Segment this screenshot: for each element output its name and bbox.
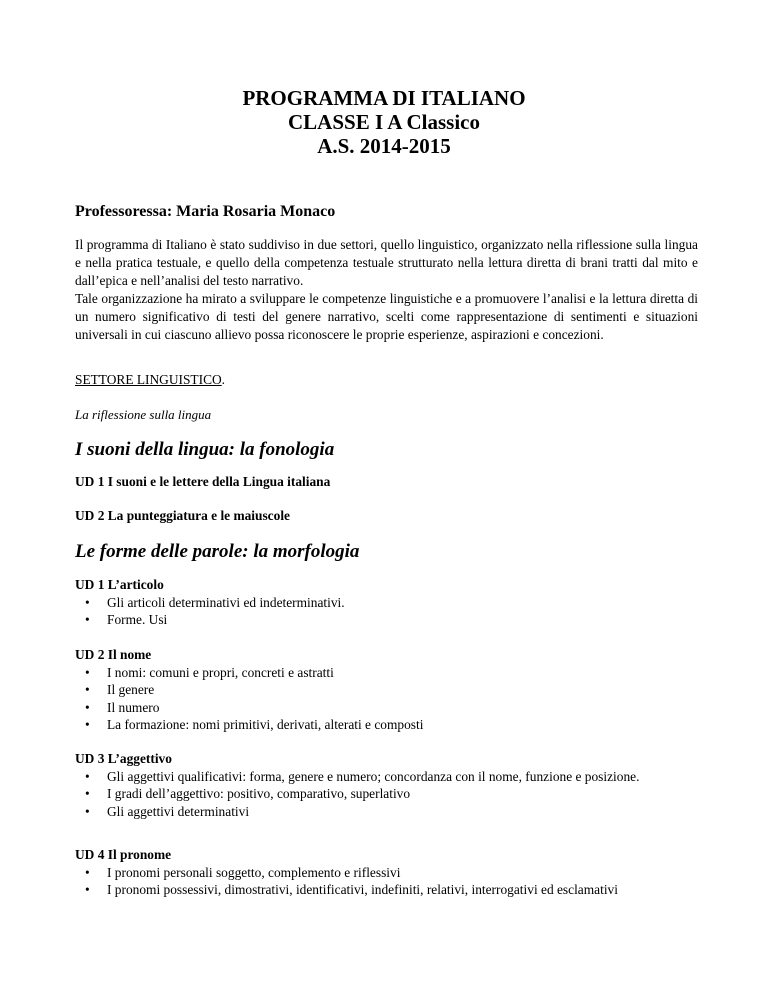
unit-list: [75, 864, 698, 899]
sector-label: SETTORE LINGUISTICO: [75, 372, 222, 387]
unit-list: [75, 594, 698, 629]
list-item: [85, 768, 698, 786]
bullet-icon: •: [85, 699, 90, 715]
list-item: [85, 664, 698, 682]
list-item-text: Il numero: [107, 699, 160, 715]
list-item-text: I gradi dell’aggettivo: positivo, comparativo, superlativo: [107, 786, 411, 801]
unit-pronome: [75, 846, 698, 899]
list-item: [85, 681, 698, 699]
unit-nome: [75, 646, 698, 734]
unit-title: UD 2 Il nome: [75, 647, 152, 662]
list-item-text: Il genere: [107, 682, 155, 697]
list-item-text: I pronomi possessivi, dimostrativi, identificativi, indefiniti, relativi, interrogativi ed esclamativi: [107, 882, 618, 897]
list-item: [85, 716, 698, 734]
list-item: [85, 594, 698, 612]
subsection-riflessione: La riflessione sulla lingua: [75, 407, 212, 422]
ud-fonologia-1: UD 1 I suoni e le lettere della Lingua italiana: [75, 474, 331, 489]
intro-paragraph-2: Tale organizzazione ha mirato a sviluppare le competenze linguistiche e a promuovere l’analisi e la lettura diretta di un numero significativo di testi del genere narrativo, scelti come rappresentazione di sentimenti e situazioni universali in cui ciascuno allievo possa riconoscere le proprie esperienze, aspirazioni e concezioni.: [75, 291, 698, 342]
unit-title: UD 3 L’aggettivo: [75, 751, 172, 766]
document-title: [0, 86, 768, 158]
bullet-icon: •: [85, 594, 90, 610]
section-heading-fonologia: I suoni della lingua: la fonologia: [75, 439, 335, 460]
sector-heading: [75, 372, 225, 388]
bullet-icon: •: [85, 682, 90, 697]
intro-text: [75, 236, 698, 344]
list-item: [85, 785, 698, 803]
list-item: [85, 699, 698, 717]
list-item: [85, 611, 698, 629]
title-line-2: CLASSE I A Classico: [288, 110, 480, 134]
ud-fonologia-2: UD 2 La punteggiatura e le maiuscole: [75, 508, 290, 523]
intro-paragraph-1: Il programma di Italiano è stato suddiviso in due settori, quello linguistico, organizzato nella riflessione sulla lingua e nella pratica testuale, e quello della competenza testuale strutturato nella lettura diretta di brani tratti dal mito e dall’epica e nell’analisi del testo narrativo.: [75, 237, 698, 288]
list-item-text: I nomi: comuni e propri, concreti e astratti: [107, 664, 334, 680]
unit-aggettivo: [75, 750, 698, 820]
sector-suffix: .: [221, 372, 226, 387]
unit-title: UD 1 L’articolo: [75, 577, 164, 592]
list-item-text: La formazione: nomi primitivi, derivati, alterati e composti: [107, 717, 424, 732]
bullet-icon: •: [85, 803, 90, 819]
list-item-text: Gli aggettivi determinativi: [107, 803, 250, 819]
unit-articolo: [75, 576, 698, 629]
list-item: [85, 864, 698, 882]
bullet-icon: •: [85, 717, 90, 732]
bullet-icon: •: [85, 864, 90, 880]
bullet-icon: •: [85, 768, 90, 784]
bullet-icon: •: [85, 882, 90, 897]
bullet-icon: •: [85, 786, 90, 801]
bullet-icon: •: [85, 612, 90, 627]
list-item-text: Gli articoli determinativi ed indeterminativi.: [107, 594, 345, 610]
title-line-3: A.S. 2014-2015: [317, 134, 451, 158]
unit-list: [75, 768, 698, 821]
list-item: [85, 803, 698, 821]
professor-heading: Professoressa: Maria Rosaria Monaco: [75, 203, 336, 220]
list-item-text: Forme. Usi: [107, 612, 168, 627]
bullet-icon: •: [85, 664, 90, 680]
unit-title: UD 4 Il pronome: [75, 847, 172, 862]
unit-list: [75, 664, 698, 734]
list-item-text: Gli aggettivi qualificativi: forma, genere e numero; concordanza con il nome, funzione e posizione.: [107, 768, 640, 784]
list-item-text: I pronomi personali soggetto, complemento e riflessivi: [107, 864, 401, 880]
list-item: [85, 881, 698, 899]
title-line-1: PROGRAMMA DI ITALIANO: [242, 86, 526, 110]
section-heading-morfologia: Le forme delle parole: la morfologia: [75, 541, 360, 562]
